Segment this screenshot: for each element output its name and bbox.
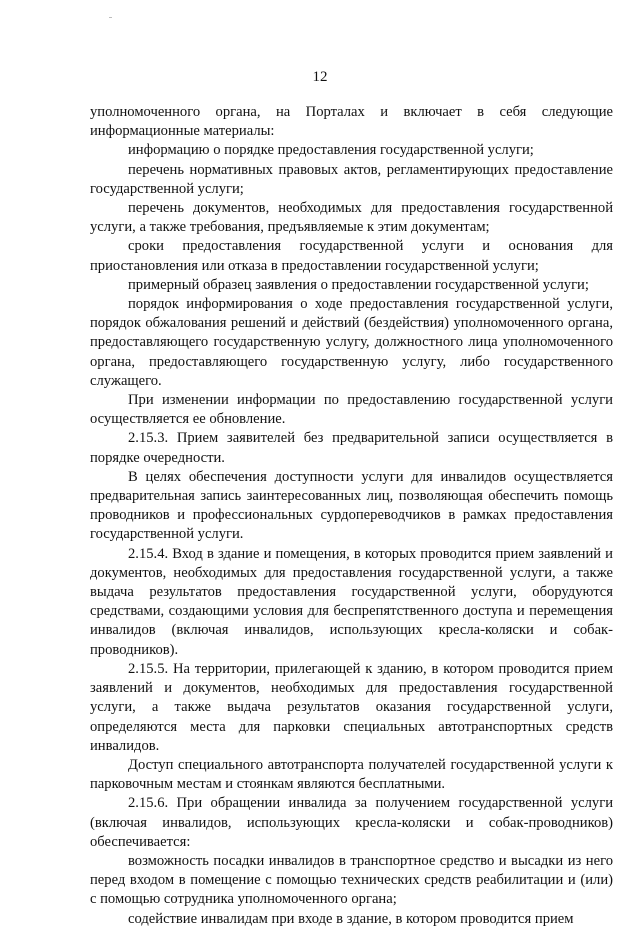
paragraph-list-item: информацию о порядке предоставления государственной услуги; (128, 142, 534, 159)
paragraph-clause-2-15-4: 2.15.4. Вход в здание и помещения, в которых проводится прием заявлений и документов, необходимых для предоставления государственной услуги, а также выдача результатов предоставления государственной услуги, оборудуются средствами, создающими условия для беспрепятственного доступа и перемещения инвалидов (включая инвалидов, использующих кресла-коляски и собак-проводников). (90, 545, 613, 658)
paragraph: При изменении информации по предоставлению государственной услуги осуществляется ее обновление. (90, 392, 613, 428)
paragraph-list-item: примерный образец заявления о предоставлении государственной услуги; (128, 276, 589, 293)
paragraph-clause-2-15-3: 2.15.3. Прием заявителей без предварительной записи осуществляется в порядке очередности. (90, 430, 613, 466)
paragraph-list-item: порядок информирования о ходе предоставления государственной услуги, порядок обжалования решений и действий (бездействия) уполномоченного органа, предоставляющего государственную услугу, должностного лица уполномоченного органа, предоставляющего государственную услугу, либо государственного служащего. (90, 296, 613, 389)
paragraph-clause-2-15-6: 2.15.6. При обращении инвалида за получением государственной услуги (включая инвалидов, использующих кресла-коляски и собак-проводников) обеспечивается: (90, 795, 613, 850)
paragraph-list-item: возможность посадки инвалидов в транспортное средство и высадки из него перед входом в помещение с помощью технических средств реабилитации и (или) с помощью сотрудника уполномоченного органа; (90, 852, 613, 908)
paragraph: В целях обеспечения доступности услуги для инвалидов осуществляется предварительная запись заинтересованных лиц, позволяющая обеспечить помощь проводников и профессиональных сурдопереводчиков в рамках предоставления государственной услуги. (90, 468, 613, 543)
paragraph-continuation: уполномоченного органа, на Порталах и включает в себя следующие информационные материалы: (90, 104, 613, 140)
paragraph-list-item: содействие инвалидам при входе в здание, в котором проводится прием (128, 910, 574, 927)
paragraph-list-item: перечень документов, необходимых для предоставления государственной услуги, а также требования, предъявляемые к этим документам; (90, 200, 613, 236)
paragraph-list-item: перечень нормативных правовых актов, регламентирующих предоставление государственной услуги; (90, 161, 613, 197)
scan-mark (109, 17, 112, 18)
page-number: 12 (312, 69, 328, 85)
paragraph-clause-2-15-5: 2.15.5. На территории, прилегающей к зданию, в котором проводится прием заявлений и документов, необходимых для предоставления государственной услуги, а также выдача результатов оказания государственной услуги, определяются места для парковки специальных автотранспортных средств инвалидов. (90, 660, 613, 754)
paragraph-list-item: сроки предоставления государственной услуги и основания для приостановления или отказа в предоставлении государственной услуги; (90, 238, 613, 274)
document-body (90, 103, 613, 929)
paragraph: Доступ специального автотранспорта получателей государственной услуги к парковочным местам и стоянкам являются бесплатными. (90, 756, 613, 793)
